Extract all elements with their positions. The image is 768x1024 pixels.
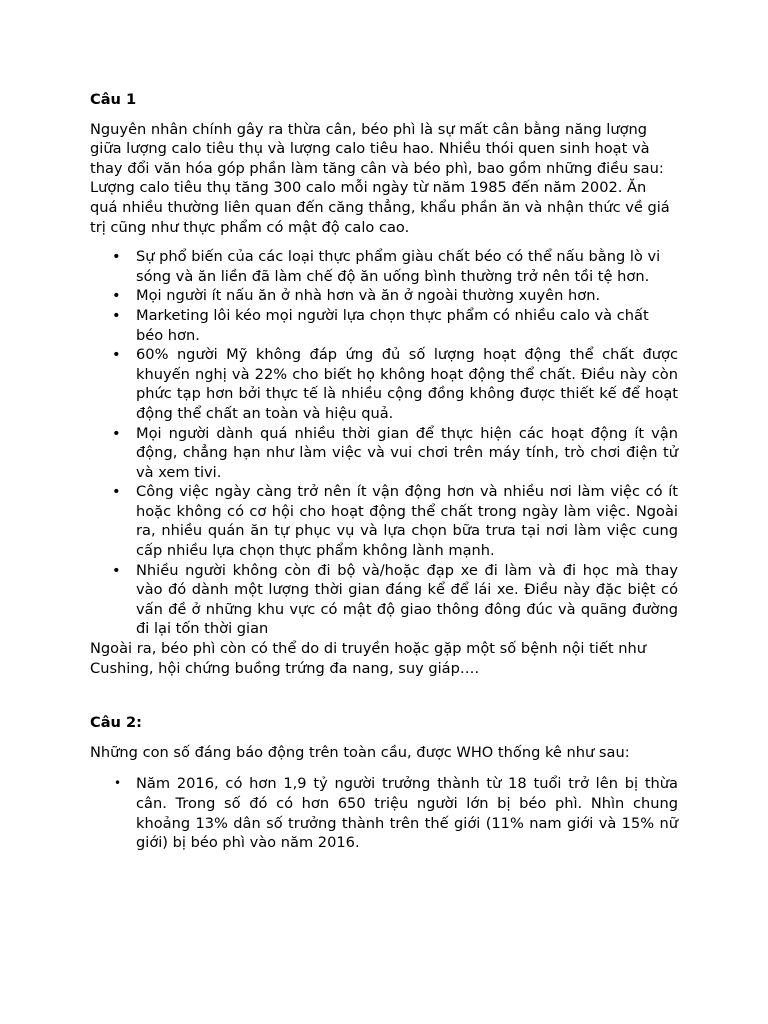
document-page [90,90,678,853]
cau-1-bullet-list [90,247,678,639]
list-item: • Sự phổ biến của các loại thực phẩm giàu chất béo có thể nấu bằng lò vi sóng và ăn liền đã làm chế độ ăn uống bình thường trở nên tồi tệ hơn. [90,247,678,286]
list-item: • Mọi người ít nấu ăn ở nhà hơn và ăn ở ngoài thường xuyên hơn. [90,286,678,306]
cau-1-outro-paragraph: Ngoài ra, béo phì còn có thể do di truyền hoặc gặp một số bệnh nội tiết như Cushing, hội chứng buồng trứng đa nang, suy giáp…. [90,640,646,677]
cau-2-intro-paragraph: Những con số đáng báo động trên toàn cầu, được WHO thống kê như sau: [90,743,630,761]
section-heading-cau-1: Câu 1 [90,91,137,108]
list-item: • 60% người Mỹ không đáp ứng đủ số lượng hoạt động thể chất được khuyến nghị và 22% cho biết họ không hoạt động thể chất. Điều này còn phức tạp hơn bởi thực tế là nhiều cộng đồng không được thiết kế để hoạt động thể chất an toàn và hiệu quả. [90,345,678,423]
list-item: • Marketing lôi kéo mọi người lựa chọn thực phẩm có nhiều calo và chất béo hơn. [90,306,678,345]
cau-1-intro-paragraph: Nguyên nhân chính gây ra thừa cân, béo phì là sự mất cân bằng năng lượng giữa lượng calo tiêu thụ và lượng calo tiêu hao. Nhiều thói quen sinh hoạt và thay đổi văn hóa góp phần làm tăng cân và béo phì, bao gồm những điều sau: Lượng calo tiêu thụ tăng 300 calo mỗi ngày từ năm 1985 đến năm 2002. Ăn quá nhiều thường liên quan đến căng thẳng, khẩu phần ăn và nhận thức về giá trị cũng như thực phẩm có mật độ calo cao. [90,120,670,236]
cau-2-bullet-list [90,774,678,852]
section-heading-cau-2: Câu 2: [90,714,143,732]
list-item: • Năm 2016, có hơn 1,9 tỷ người trưởng thành từ 18 tuổi trở lên bị thừa cân. Trong số đó có hơn 650 triệu người lớn bị béo phì. Nhìn chung khoảng 13% dân số trưởng thành trên thế giới (11% nam giới và 15% nữ giới) bị béo phì vào năm 2016. [90,774,678,852]
list-item: • Công việc ngày càng trở nên ít vận động hơn và nhiều nơi làm việc có ít hoặc không có cơ hội cho hoạt động thể chất trong ngày làm việc. Ngoài ra, nhiều quán ăn tự phục vụ và lựa chọn bữa trưa tại nơi làm việc cung cấp nhiều lựa chọn thực phẩm không lành mạnh. [90,482,678,560]
list-item: • Nhiều người không còn đi bộ và/hoặc đạp xe đi làm và đi học mà thay vào đó dành một lượng thời gian đáng kể để lái xe. Điều này đặc biệt có vấn đề ở những khu vực có mật độ giao thông đông đúc và quãng đường đi lại tốn thời gian [90,561,678,639]
list-item: • Mọi người dành quá nhiều thời gian để thực hiện các hoạt động ít vận động, chẳng hạn như làm việc và vui chơi trên máy tính, trò chơi điện tử và xem tivi. [90,424,678,483]
